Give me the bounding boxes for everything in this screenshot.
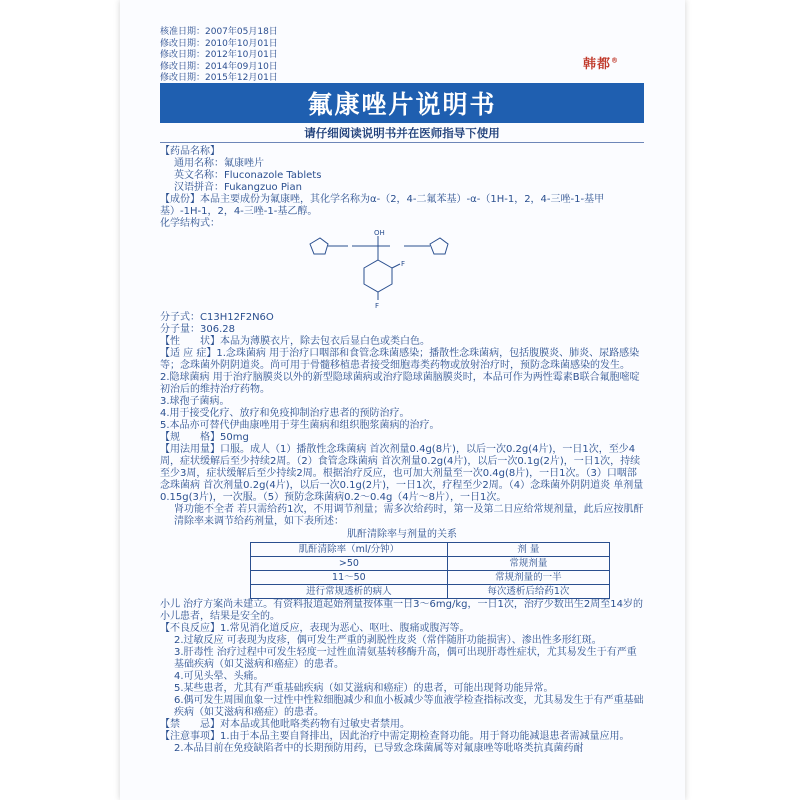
specification: 【规 格】50mg <box>160 432 249 443</box>
table-cell: 每次透析后给药1次 <box>447 585 609 599</box>
indication-item: 2.隐球菌病 用于治疗脑膜炎以外的新型隐球菌病或治疗隐球菌脑膜炎时，本品可作为两性霉素B联合氟胞嘧啶初治后的维持治疗药物。 <box>160 372 640 395</box>
table-row <box>251 557 610 571</box>
fluorine-label: F <box>375 302 380 310</box>
chemical-structure <box>160 230 644 312</box>
indication-item: 3.球孢子菌病。 <box>160 396 230 407</box>
drug-name-heading: 【药品名称】 <box>160 146 220 157</box>
adverse-item: 5.某些患者，尤其有严重基础疾病（如艾滋病和癌症）的患者，可能出现肾功能异常。 <box>174 683 554 694</box>
contraindication-text: 【禁 忌】对本品或其他吡咯类药物有过敏史者禁用。 <box>160 719 410 730</box>
table-header: 肌酐清除率（ml/分钟） <box>251 543 448 557</box>
dosage-text: 【用法用量】口服。成人（1）播散性念珠菌病 首次剂量0.4g(8片)，以后一次0.2g(4片)，一日1次，至少4周，症状缓解后至少持续2周。（2）食管念珠菌病 首次剂量0.2g(4片)，以后一次0.1g(2片)，一日1次，持续至少3周，症状缓解后至少持续2周。根据治疗反应，也可加大剂量至一次0.4g(8片)，一日1次。（3）口咽部念珠菌病 首次剂量0.2g(4片)，以后一次0.1g(2片)，一日1次，疗程至少2周。（4）念珠菌外阴阴道炎 单剂量0.15g(3片)，一次服。（5）预防念珠菌病0.2～0.4g（4片～8片），一日1次。 <box>160 444 644 503</box>
adverse-item: 2.过敏反应 可表现为皮疹，偶可发生严重的剥脱性皮炎（常伴随肝功能损害）、渗出性多形红斑。 <box>174 635 602 646</box>
fluorine-label: F <box>401 260 406 268</box>
table-header-row <box>251 543 610 557</box>
indication-item: 4.用于接受化疗、放疗和免疫抑制治疗患者的预防治疗。 <box>160 408 410 419</box>
children-text: 小儿 治疗方案尚未建立。有资料报道起始剂量按体重一日3～6mg/kg，一日1次，治疗少数出生2周至14岁的小儿患者，结果是安全的。 <box>160 599 643 622</box>
table-cell: 常规剂量的一半 <box>447 571 609 585</box>
brand-logo <box>583 53 619 72</box>
adverse-item: 【不良反应】1.常见消化道反应，表现为恶心、呕吐、腹痛或腹泻等。 <box>160 623 470 634</box>
common-name: 通用名称：氟康唑片 <box>174 158 264 169</box>
indication-item: 5.本品亦可替代伊曲康唑用于芽生菌病和组织胞浆菌病的治疗。 <box>160 420 440 431</box>
leaflet-title-bar <box>160 83 644 123</box>
table-row <box>251 585 610 599</box>
table-cell: 进行常规透析的病人 <box>251 585 448 599</box>
table-row <box>251 571 610 585</box>
revision-date: 修改日期：2014年09月10日 <box>160 61 278 72</box>
adverse-item: 3.肝毒性 治疗过程中可发生轻度一过性血清氨基转移酶升高，偶可出现肝毒性症状，尤其易发生于有严重基础疾病（如艾滋病和癌症）的患者。 <box>174 647 637 670</box>
molecular-formula: 分子式：C13H12F2N6O <box>160 312 274 323</box>
renal-table-caption: 肌酐清除率与剂量的关系 <box>347 529 457 540</box>
approval-date: 核准日期：2007年05月18日 <box>160 27 278 37</box>
indication-item: 【适 应 症】1.念珠菌病 用于治疗口咽部和食管念珠菌感染；播散性念珠菌病，包括腹膜炎、肺炎、尿路感染等；念珠菌外阴阴道炎。尚可用于骨髓移植患者接受细胞毒类药物或放射治疗时，预防念珠菌感染的发生。 <box>160 348 640 371</box>
revision-date: 修改日期：2010年10月01日 <box>160 38 278 49</box>
table-cell: >50 <box>251 557 448 571</box>
precaution-item: 2.本品目前在免疫缺陷者中的长期预防用药，已导致念珠菌属等对氟康唑等吡咯类抗真菌药耐 <box>174 743 584 754</box>
leaflet-subtitle: 请仔细阅读说明书并在医师指导下使用 <box>304 126 500 140</box>
english-name: 英文名称：Fluconazole Tablets <box>174 170 322 181</box>
revision-date: 修改日期：2015年12月01日 <box>160 73 278 84</box>
registered-mark: ® <box>611 56 620 65</box>
table-header: 剂 量 <box>447 543 609 557</box>
table-cell: 11～50 <box>251 571 448 585</box>
divider <box>160 142 644 143</box>
character-text: 【性 状】本品为薄膜衣片，除去包衣后显白色或类白色。 <box>160 336 430 347</box>
table-cell: 常规剂量 <box>447 557 609 571</box>
adverse-item: 6.偶可发生周围血象一过性中性粒细胞减少和血小板减少等血液学检查指标改变，尤其易发生于有严重基础疾病（如艾滋病和癌症）的患者。 <box>174 695 644 718</box>
precaution-item: 【注意事项】1.由于本品主要自肾排出，因此治疗中需定期检查肾功能。用于肾功能减退患者需减量应用。 <box>160 731 630 742</box>
brand-name: 韩都 <box>583 57 612 72</box>
renal-dosage-table <box>250 542 610 599</box>
structure-label: 化学结构式： <box>160 218 220 229</box>
molecular-weight: 分子量：306.28 <box>160 324 235 335</box>
renal-intro: 肾功能不全者 若只需给药1次，不用调节剂量；需多次给药时，第一及第二日应给常规剂量，此后应按肌酐清除率来调节给药剂量，如下表所述： <box>174 504 644 527</box>
leaflet-title: 氟康唑片说明书 <box>307 90 497 119</box>
leaflet-body <box>160 146 644 755</box>
revision-date: 修改日期：2012年10月01日 <box>160 50 278 61</box>
fluconazole-structure-diagram <box>300 230 470 312</box>
hydroxyl-label: OH <box>374 230 385 237</box>
adverse-item: 4.可见头晕、头痛。 <box>174 671 264 682</box>
composition-text: 【成份】本品主要成份为氟康唑，其化学名称为α-（2，4-二氟苯基）-α-（1H-1，2，4-三唑-1-基甲基）-1H-1，2，4-三唑-1-基乙醇。 <box>160 194 605 217</box>
revision-dates <box>160 27 278 85</box>
pinyin-name: 汉语拼音：Fukangzuo Pian <box>174 182 302 193</box>
